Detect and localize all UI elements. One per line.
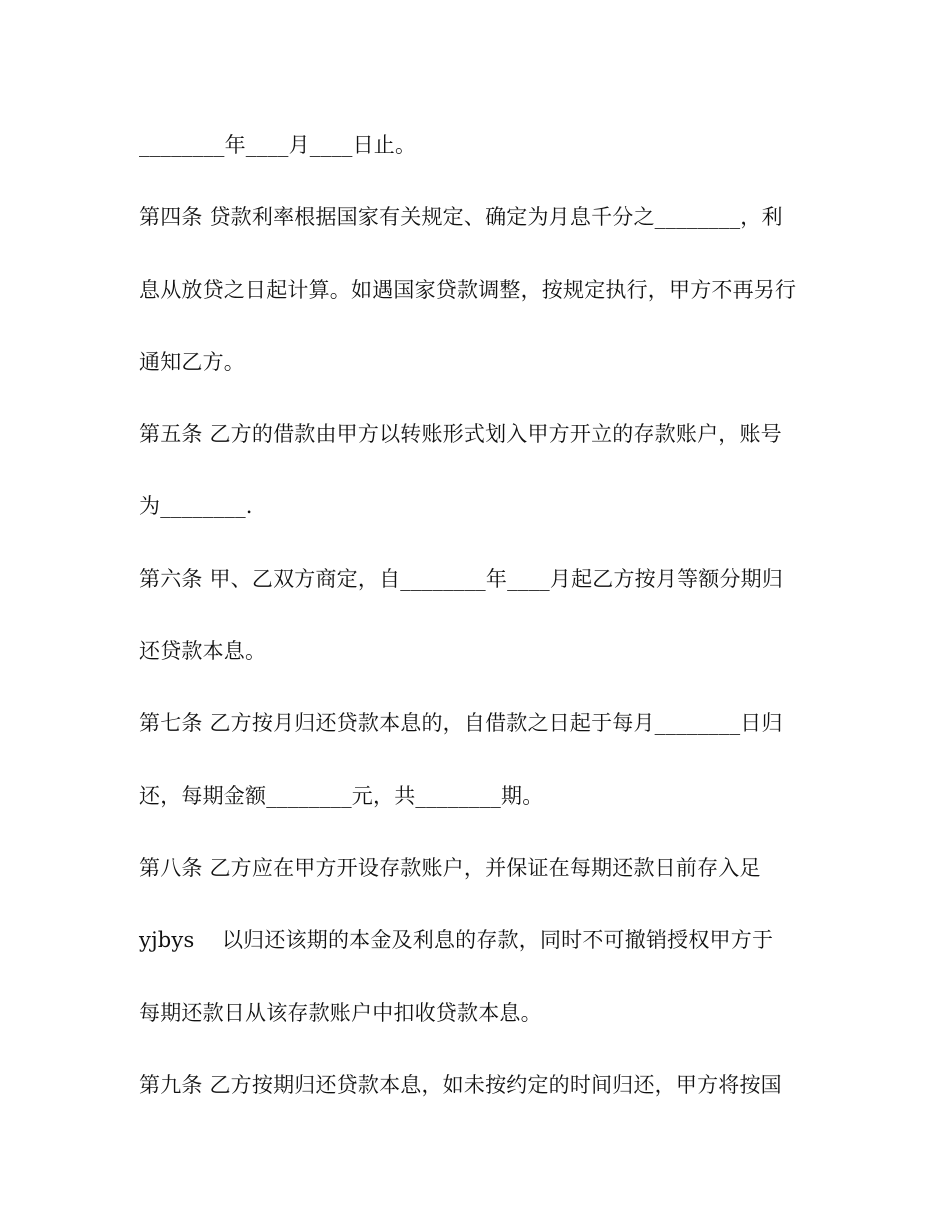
article-4-line-3: 通知乙方。 (139, 349, 245, 374)
article-6-line-2: 还贷款本息。 (139, 639, 267, 664)
article-9-line-1: 第九条 乙方按期归还贷款本息，如未按约定的时间归还，甲方将按国 (139, 1072, 782, 1097)
article-7-line-1: 第七条 乙方按月归还贷款本息的，自借款之日起于每月________日归 (139, 711, 783, 736)
text-line-1: ________年____月____日止。 (139, 133, 417, 157)
article-4-line-1: 第四条 贷款利率根据国家有关规定、确定为月息千分之________，利 (139, 205, 783, 230)
article-8-line-3: 每期还款日从该存款账户中扣收贷款本息。 (139, 1000, 542, 1025)
article-6-line-1: 第六条 甲、乙双方商定，自________年____月起乙方按月等额分期归 (139, 566, 784, 591)
article-8-line-1: 第八条 乙方应在甲方开设存款账户，并保证在每期还款日前存入足 (139, 855, 761, 880)
document-body (139, 127, 839, 1139)
article-4-line-2: 息从放贷之日起计算。如遇国家贷款调整，按规定执行，甲方不再另行 (139, 277, 797, 302)
article-5-line-1: 第五条 乙方的借款由甲方以转账形式划入甲方开立的存款账户，账号 (139, 422, 782, 447)
article-7-line-2: 还，每期金额________元，共________期。 (139, 783, 544, 808)
article-8-line-2: yjbys 以归还该期的本金及利息的存款，同时不可撤销授权甲方于 (139, 928, 774, 953)
article-5-line-2: 为________. (139, 494, 253, 519)
